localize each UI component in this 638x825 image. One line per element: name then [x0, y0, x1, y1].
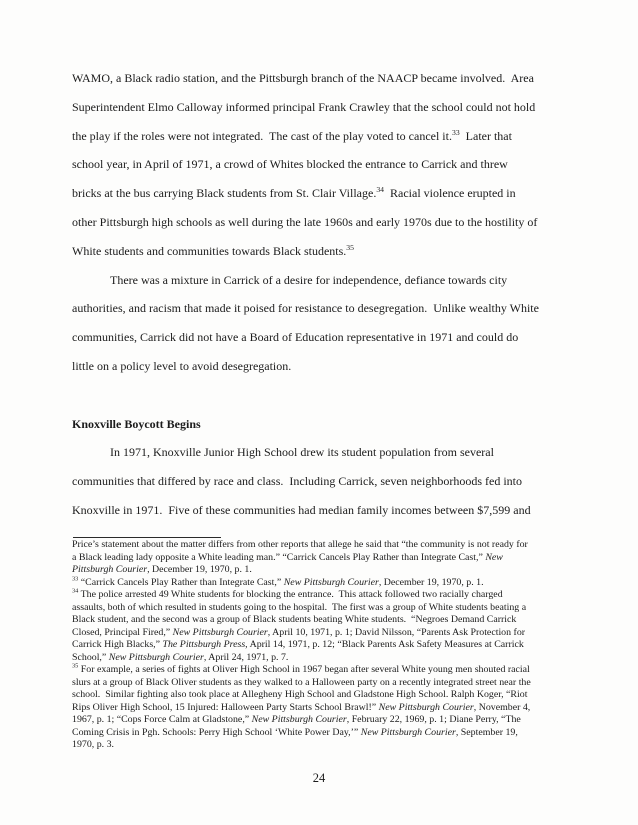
footnote-ref: 34 — [72, 587, 79, 595]
text-line — [72, 602, 582, 615]
text-segment: New Pittsburgh Courier — [283, 576, 379, 588]
text-segment: Later that — [459, 128, 512, 143]
footnote-ref: 33 — [451, 127, 460, 137]
text-line — [72, 496, 577, 525]
text-line — [72, 323, 577, 352]
text-segment: , December 19, 1970, p. 1. — [147, 564, 252, 575]
blank-line — [72, 381, 577, 410]
footnote-separator — [73, 537, 221, 538]
text-segment: , April 10, 1971, p. 1; David Nilsson, “Parents Ask Protection for — [267, 626, 526, 638]
text-segment: a Black leading lady opposite a White leading man.” “Carrick Cancels Play Rather than Integrate Cast,” — [72, 551, 486, 563]
text-line — [72, 150, 577, 179]
text-segment: The police arrested 49 White students for blocking the entrance. This attack followed two racially charged — [78, 589, 503, 600]
text-line — [72, 438, 577, 467]
text-segment: assaults, both of which resulted in students going to the hospital. The first was a group of White students beating a — [72, 601, 527, 613]
text-segment: The Pittsburgh Press — [162, 639, 246, 650]
text-segment: In 1971, Knoxville Junior High School drew its student population from several — [110, 445, 494, 460]
text-segment: For example, a series of fights at Oliver High School in 1967 began after several White young men shouted racial — [78, 664, 530, 675]
text-segment: Knoxville Boycott Begins — [72, 416, 201, 431]
text-line — [72, 294, 577, 323]
text-segment: bricks at the bus carrying Black students from St. Clair Village. — [72, 186, 377, 201]
footnotes-block — [72, 539, 582, 752]
text-segment: Rips Oliver High School, 15 Injured: Halloween Party Starts School Brawl!” — [72, 701, 379, 713]
text-segment: White students and communities towards Black students. — [72, 243, 347, 258]
text-segment: Superintendent Elmo Calloway informed principal Frank Crawley that the school could not hold — [72, 99, 536, 114]
text-segment: little on a policy level to avoid desegregation. — [72, 358, 292, 373]
text-line — [72, 714, 582, 727]
text-segment: communities that differed by race and class. Including Carrick, seven neighborhoods fed into — [72, 474, 522, 489]
text-line — [72, 627, 582, 640]
text-line — [72, 467, 577, 496]
text-segment: WAMO, a Black radio station, and the Pittsburgh branch of the NAACP became involved. Area — [72, 71, 534, 85]
text-segment: New Pittsburgh Courier — [172, 626, 268, 638]
text-segment: New — [485, 551, 503, 563]
text-segment: Racial violence erupted in — [384, 186, 516, 201]
text-line — [72, 739, 582, 752]
text-segment: school year, in April of 1971, a crowd of Whites blocked the entrance to Carrick and threw — [72, 157, 508, 172]
text-line — [72, 552, 582, 565]
text-segment: Black student, and the second was a group of Black students beating White students. “Negroes Demand Carrick — [72, 614, 517, 625]
text-segment: Pittsburgh Courier — [72, 564, 148, 575]
text-line — [72, 652, 582, 665]
text-segment: , April 24, 1971, p. 7. — [203, 651, 289, 663]
text-segment: the play if the roles were not integrated. The cast of the play voted to cancel it. — [72, 128, 452, 143]
text-line — [72, 179, 577, 208]
text-segment: New Pittsburgh Courier — [108, 651, 204, 663]
text-segment: slurs at a group of Black Oliver students as they walked to a Halloween party on a recently integrated street near the — [72, 676, 531, 688]
text-line — [72, 93, 577, 122]
text-line — [72, 122, 577, 151]
text-segment: , February 22, 1969, p. 1; Diane Perry, “The — [346, 714, 521, 725]
text-segment: New Pittsburgh Courier — [251, 714, 347, 725]
text-segment: , April 14, 1971, p. 12; “Black Parents Ask Safety Measures at Carrick — [245, 639, 524, 650]
text-line — [72, 727, 582, 740]
text-line — [72, 577, 582, 590]
text-segment: communities, Carrick did not have a Board of Education representative in 1971 and could do — [72, 330, 519, 345]
text-segment: New Pittsburgh Courier — [360, 726, 456, 738]
text-segment: Closed, Principal Fired,” — [72, 626, 173, 638]
text-segment: “Carrick Cancels Play Rather than Integrate Cast,” — [78, 576, 284, 588]
text-segment: , November 4, — [473, 701, 531, 713]
text-segment: Coming Crisis in Pgh. Schools: Perry High School ‘White Power Day,’” — [72, 726, 361, 738]
text-segment: New Pittsburgh Courier — [378, 701, 474, 713]
text-line — [72, 266, 577, 295]
text-segment: School,” — [72, 651, 109, 663]
page-number: 24 — [312, 771, 326, 785]
text-line — [72, 614, 582, 627]
text-line — [72, 237, 577, 266]
text-segment: 1970, p. 3. — [72, 739, 114, 750]
text-line — [72, 689, 582, 702]
footnote-ref: 33 — [72, 575, 79, 583]
text-segment: school. Similar fighting also took place at Allegheny High School and Gladstone High School. Ralph Koger, “Riot — [72, 689, 528, 700]
section-heading — [72, 410, 577, 439]
text-segment: Price’s statement about the matter differs from other reports that allege he said that “the community is not ready for — [72, 539, 528, 550]
text-line — [72, 539, 582, 552]
text-segment: There was a mixture in Carrick of a desire for independence, defiance towards city — [110, 272, 508, 287]
text-line — [72, 64, 577, 93]
footnote-ref: 34 — [376, 185, 385, 195]
text-line — [72, 677, 582, 690]
text-line — [72, 639, 582, 652]
text-segment: other Pittsburgh high schools as well during the late 1960s and early 1970s due to the hostility of — [72, 214, 538, 229]
text-line — [72, 352, 577, 381]
text-segment: 1967, p. 1; “Cops Force Calm at Gladstone,” — [72, 714, 252, 725]
text-segment: authorities, and racism that made it poised for resistance to desegregation. Unlike wealthy White — [72, 301, 539, 316]
footnote-ref: 35 — [346, 242, 354, 252]
text-line — [72, 702, 582, 715]
text-line — [72, 208, 577, 237]
text-line — [72, 589, 582, 602]
footnote-ref: 35 — [72, 662, 79, 670]
text-line — [72, 664, 582, 677]
text-segment: , September 19, — [455, 726, 518, 738]
text-line — [72, 564, 582, 577]
text-segment: Carrick High Blacks,” — [72, 639, 163, 650]
text-segment: Knoxville in 1971. Five of these communities had median family incomes between $7,599 and — [72, 502, 531, 517]
text-segment: , December 19, 1970, p. 1. — [378, 576, 484, 588]
body-text-block — [72, 64, 577, 525]
